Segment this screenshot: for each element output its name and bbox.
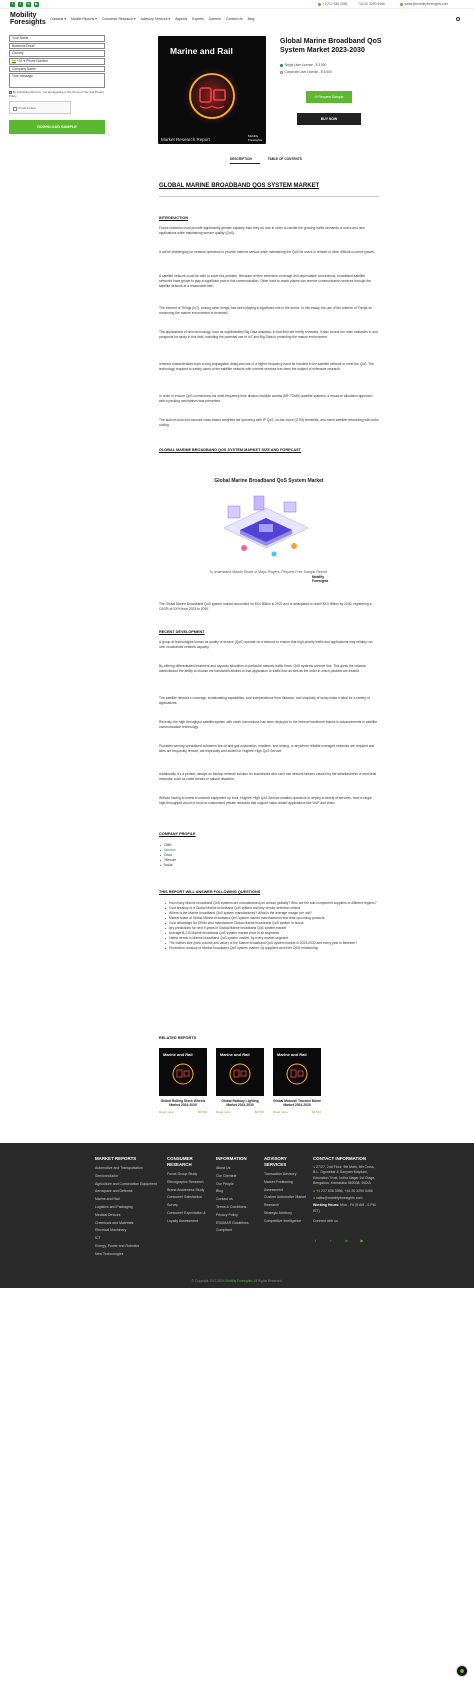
footer-heading: ADVISORY SERVICES: [264, 1156, 287, 1167]
copyright-prefix: © Copyright 2017-2024: [191, 1279, 225, 1283]
related-card[interactable]: [159, 1048, 207, 1114]
footer-link[interactable]: Marine and Rail: [95, 1197, 120, 1202]
related-price: $3,500: [254, 1109, 264, 1114]
country-field[interactable]: Country: [9, 50, 105, 57]
related-cover[interactable]: [159, 1048, 207, 1096]
consent-row[interactable]: [9, 90, 105, 98]
cover-footer: Market Research Report: [161, 137, 211, 142]
cover-title: Marine and Rail: [170, 46, 233, 56]
captcha-box[interactable]: [9, 101, 71, 114]
related-name[interactable]: Global Rolling Stock Wheels Market 2024-2030: [160, 1099, 206, 1108]
nav-consumer-research[interactable]: Consumer Research ▾: [101, 17, 136, 21]
footer-market-reports: [95, 1156, 157, 1259]
twitter-icon[interactable]: t: [330, 1238, 332, 1244]
isometric-illustration: [214, 488, 318, 568]
related-cover[interactable]: [216, 1048, 264, 1096]
train-ship-icon: [228, 1062, 252, 1086]
footer-heading: CONSUMER RESEARCH: [167, 1156, 193, 1167]
youtube-icon[interactable]: ▶: [35, 2, 38, 6]
logo-line1: Mobility: [10, 12, 37, 19]
related-read-more[interactable]: Read more: [273, 1109, 288, 1114]
footer-advisory-services: [264, 1156, 308, 1226]
figure-logo-line1: Mobility: [312, 575, 325, 579]
related-cover-title: Marine and Rail: [163, 1052, 193, 1057]
related-read-more[interactable]: Read more: [159, 1109, 174, 1114]
list-item: Production breakup of Marine broadband QoS system market, by suppliers and their OEM relationship: [164, 946, 379, 951]
footer-heading: MARKET REPORTS: [95, 1156, 137, 1161]
footer-link[interactable]: Contact us: [216, 1197, 233, 1202]
recent-paragraph-7: Without having to invest in network equipment up front, Hughes' High QoS Service enables operators to deploy a variety of services, from a single high-throughput circuit or trunk to customised private networks that support value-added applications like VoIP and video.: [159, 796, 372, 805]
email-text: sales@mobilityforesights.com: [404, 2, 449, 6]
footer-link[interactable]: Energy, Power and Robotics: [95, 1243, 140, 1248]
footer-link[interactable]: Logistics and Packaging: [95, 1204, 133, 1209]
consent-text: By submitting this form, you are agreeing to the Terms of Use and Privacy Policy.: [9, 90, 104, 99]
cover-logo: [248, 135, 262, 142]
related-name[interactable]: Global Motorail Traction Motor Market 2024-2030: [273, 1099, 321, 1108]
related-read-more[interactable]: Read more: [216, 1109, 231, 1114]
related-meta: [273, 1110, 321, 1114]
chat-widget-button[interactable]: [456, 1665, 468, 1677]
phone-placeholder: Phone Number: [26, 59, 49, 64]
footer-link[interactable]: Competitive Intelligence: [264, 1218, 302, 1223]
phone-us[interactable]: [318, 2, 347, 7]
size-paragraph: The Global Marine Broadband QoS system market accounted for $XX Billion in 2022 and is anticipated to reach $XX Billion by 2030, registering a CAGR of XX% from 2023 to 2030.: [159, 602, 372, 611]
related-card[interactable]: [216, 1048, 264, 1114]
license-single[interactable]: [280, 63, 326, 67]
list-item: Average B-2-B Marine broadband QoS system market price in all segments: [164, 931, 379, 936]
facebook-icon[interactable]: f: [10, 2, 15, 7]
youtube-icon[interactable]: ▶: [360, 1238, 364, 1244]
related-meta: [216, 1110, 264, 1114]
logo[interactable]: [10, 12, 46, 26]
nav-experts[interactable]: Experts: [192, 17, 204, 21]
license-corporate-text: Corporate User License - $ 6,500: [284, 70, 332, 74]
copyright-brand[interactable]: Mobility Foresights: [225, 1279, 252, 1283]
email-link[interactable]: [400, 2, 448, 7]
train-ship-icon: [285, 1062, 309, 1086]
footer-hours-label: Working Hours:: [313, 1203, 340, 1208]
footer-link[interactable]: Terms & Conditions: [216, 1204, 247, 1209]
list-item: Latest trends in Marine broadband QoS system market, by every market segment: [164, 936, 379, 941]
mail-icon: ●: [313, 1196, 317, 1201]
list-item: The market size (both volume and value) of the Marine broadband QoS system market in 2023-2030 and every year in between?: [164, 941, 379, 946]
tab-description[interactable]: DESCRIPTION: [230, 157, 252, 161]
site-footer: [0, 1143, 474, 1288]
list-item: key predictions for next 5 years in Global Marine broadband QoS system market: [164, 926, 379, 931]
intro-paragraph-6: Inherent characteristics such a long propagation delay and use of a higher frequency band be handled in the satellite network to meet the QoS. The technology required to satisfy users of the satellite network with Internet services has been the subject of extensive research.: [159, 362, 374, 371]
figure-logo: [312, 576, 328, 583]
copyright-suffix: . All Rights Reserved.: [252, 1279, 283, 1283]
footer-contact: [313, 1156, 379, 1247]
nav-advisory-services[interactable]: Advisory Services ▾: [140, 17, 171, 21]
footer-information: [216, 1156, 260, 1235]
train-ship-icon: [182, 66, 242, 126]
recent-paragraph-2: By offering differentiated treatment and capacity allocation to particular network traffic flows, QoS systems achieve this. This gives the network administrator the ability to choose the bandwidth allotted to that application or traffic flow as well as the order in which packets are treated.: [159, 664, 367, 673]
product-title: Global Marine Broadband QoS System Market 2023-2030: [280, 38, 382, 54]
license-corporate[interactable]: [280, 70, 332, 74]
intro-paragraph-8: The authors took into account class-based weighted fair queueing with IP QoS, on-the-move (OTM) terminals, and mesh satellite networking with turbo coding.: [159, 418, 379, 427]
list-item[interactable]: Hondoo: [159, 848, 379, 853]
location-icon: ●: [313, 1165, 317, 1169]
copyright: [0, 1279, 474, 1283]
figure-logo-line2: Foresights: [312, 578, 329, 583]
phone-us-text: +1 217 636 3356: [322, 2, 348, 6]
message-field[interactable]: Your message: [9, 73, 105, 88]
list-item: Where is the Marine broadband QoS system manufactured? What is the average margin per unit?: [164, 911, 379, 916]
download-sample-button[interactable]: DOWNLOAD SAMPLE: [9, 120, 105, 134]
license-single-text: Single User License - $ 3,500: [284, 63, 327, 67]
footer-link[interactable]: Strategic Advisory: [264, 1210, 293, 1215]
license-corporate-radio[interactable]: [280, 71, 283, 74]
footer-link[interactable]: Privacy Policy: [216, 1212, 238, 1217]
footer-address: [313, 1165, 379, 1187]
sample-form: [9, 35, 105, 134]
footer-phones-text: +1 217 636 3356, +44 20 3290 6466: [316, 1188, 373, 1193]
nav-contact-us[interactable]: Contact Us: [225, 17, 243, 21]
main-heading: GLOBAL MARINE BROADBAND QOS SYSTEM MARKET: [159, 183, 320, 189]
intro-paragraph-5: The applications of new technology, such as sophisticated Big Data analytics, in that field are briefly reviewed. It also covers the main obstacles in and prospects for study in this field, including the potential use of IoT and Big Data in protecting the marine environment.: [159, 330, 378, 339]
facebook-icon[interactable]: f: [314, 1238, 317, 1244]
footer-heading: CONTACT INFORMATION: [313, 1156, 367, 1161]
intro-paragraph-1: Future networks must provide significantly greater capacity than they do now in order to handle the growing traffic demands of users and new applications while maintaining service quality (QoS).: [159, 226, 365, 235]
email-field[interactable]: Business Email: [9, 43, 105, 50]
company-field[interactable]: Company Name: [9, 66, 105, 73]
footer-link[interactable]: Blog: [216, 1189, 224, 1194]
nav-blog[interactable]: Blog: [247, 17, 255, 21]
list-item: Cost breakup of a Global Marine broadband QoS system and key vendor selection criteria: [164, 906, 379, 911]
buy-now-button[interactable]: BUY NOW: [297, 113, 361, 125]
figure-caption[interactable]: To understand Market Share of Major Players, Request Free Sample Report: [209, 570, 327, 574]
request-sample-button[interactable]: ✉ Request Sample: [306, 91, 352, 103]
questions-list: [164, 901, 379, 951]
twitter-icon[interactable]: t: [18, 2, 23, 7]
related-heading: RELATED REPORTS: [159, 1036, 197, 1040]
phone-icon: ●: [313, 1188, 317, 1193]
footer-social: [313, 1229, 379, 1247]
footer-link[interactable]: Medical Devices: [95, 1212, 121, 1217]
list-item: Telecom: [159, 858, 379, 863]
intro-paragraph-4: The Internet of Things (IoT), among other things, has been playing a significant role in the sector. In this essay, the use of the Internet of Things for monitoring the marine environment is reviewed.: [159, 306, 373, 315]
footer-hours-text: Mon - Fri (9 AM - 6 PM IST): [313, 1203, 376, 1213]
footer-link[interactable]: Ethnographic Research: [167, 1179, 204, 1184]
footer-link[interactable]: Consumer Satisfaction Survey: [167, 1195, 203, 1208]
cover-logo-line2: Foresights: [247, 137, 262, 142]
footer-heading: INFORMATION: [216, 1156, 247, 1161]
footer-link[interactable]: Automotive and Transportation: [95, 1166, 143, 1170]
linkedin-icon[interactable]: in: [344, 1238, 348, 1244]
related-cover[interactable]: [273, 1048, 321, 1096]
footer-link[interactable]: Electrical Machinery: [95, 1228, 127, 1233]
tab-table-of-contents[interactable]: TABLE OF CONTENTS: [267, 157, 302, 161]
name-field[interactable]: Your Name: [9, 35, 105, 42]
top-bar: [0, 0, 474, 9]
footer-connect-label: Connect with us: [313, 1219, 338, 1224]
license-single-radio[interactable]: [280, 64, 283, 67]
footer-link[interactable]: Aerospace and Defense: [95, 1189, 133, 1194]
recent-heading: RECENT DEVELOPMENT: [159, 630, 205, 634]
footer-link[interactable]: ICT: [95, 1236, 101, 1241]
related-name[interactable]: Global Railway Lighting Market 2024-2030: [221, 1099, 259, 1108]
company-heading: COMPANY PROFILE: [159, 832, 196, 836]
footer-link[interactable]: ESOMAR Guidelines Compliant: [216, 1220, 249, 1233]
active-tab-indicator: [230, 163, 260, 164]
cover-logo-line1: Mobility: [247, 134, 259, 138]
chat-icon: [460, 1669, 464, 1673]
related-price: $3,500: [197, 1109, 207, 1114]
report-tabs: [230, 157, 302, 161]
footer-link[interactable]: Focus Group Study: [167, 1172, 198, 1176]
related-meta: [159, 1110, 207, 1114]
footer-address-text: 27/27, 2nd Floor, 9th Main, 6th Cross, B.L. Ogonekar & Sanyam Maydani, Education Trust, Indira Nagar 1st Stage, Bengaluru, Karnataka 560038, INDIA: [313, 1165, 376, 1186]
phone-icon: [318, 3, 321, 6]
footer-link[interactable]: Transaction Advisory: [264, 1172, 297, 1176]
figure-title: Global Marine Broadband QoS System Market: [214, 478, 324, 484]
company-list: [159, 843, 379, 868]
footer-link[interactable]: Consumer Expectation & Loyalty Assessment: [167, 1210, 206, 1223]
related-card[interactable]: [273, 1048, 321, 1114]
heading-divider: [159, 196, 379, 197]
list-item: Nokia: [159, 863, 379, 868]
related-cover-title: Marine and Rail: [277, 1052, 307, 1057]
footer-link[interactable]: Semiconductor: [95, 1173, 119, 1178]
phone-uk-text: +44 20 3290 6466: [358, 2, 385, 6]
logo-line2: Foresights: [10, 19, 46, 26]
size-heading: GLOBAL MARINE BROADBAND QOS SYSTEM MARKET SIZE AND FORECAST: [159, 448, 301, 452]
recent-paragraph-4: Recently, the high throughput satellite system with mesh connections has been deployed to the Internet backbone thanks to advancements in satellite communication technology.: [159, 720, 378, 729]
footer-link[interactable]: Brand Awareness Study: [167, 1187, 205, 1192]
footer-consumer-research: [167, 1156, 211, 1226]
intro-paragraph-2: It will be challenging for network operators to provide Internet service while maintaining the QoS for users in remote or other difficult-to-serve places.: [159, 250, 375, 254]
linkedin-icon[interactable]: in: [27, 2, 30, 6]
footer-link[interactable]: New Technologies: [95, 1251, 124, 1256]
footer-link[interactable]: Chemicals and Materials: [95, 1220, 134, 1225]
footer-link[interactable]: About Us: [216, 1166, 231, 1170]
list-item: OMIL: [159, 843, 379, 848]
report-cover-image: [158, 36, 266, 144]
phone-uk[interactable]: [358, 2, 385, 7]
footer-phones[interactable]: [313, 1189, 379, 1194]
list-item: Market share of Global Marine broadband QoS system market manufacturers and their upcoming products: [164, 916, 379, 921]
footer-email[interactable]: [313, 1196, 379, 1201]
related-price: $3,500: [311, 1109, 321, 1114]
nav-market-reports[interactable]: Market Reports ▾: [71, 17, 97, 21]
footer-link[interactable]: Market Positioning Assessment: [264, 1179, 293, 1192]
footer-link[interactable]: Our Clientele: [216, 1173, 237, 1178]
related-cover-title: Marine and Rail: [220, 1052, 250, 1057]
footer-link[interactable]: Custom Automotive Market Research: [264, 1195, 307, 1208]
search-icon[interactable]: [456, 17, 460, 21]
footer-link[interactable]: Our People: [216, 1181, 234, 1186]
footer-hours: [313, 1203, 379, 1214]
captcha-label: I'm not a robot: [17, 106, 36, 111]
nav-contacts[interactable]: Contacts ▾: [50, 17, 67, 21]
list-item: How many Marine broadband QoS systems are manufactured per annum globally? Who are the sub-component suppliers in different regions?: [164, 901, 379, 906]
intro-heading: INTRODUCTION: [159, 216, 189, 220]
train-ship-icon: [171, 1062, 195, 1086]
main-nav: [50, 17, 254, 21]
footer-email-text: sales@mobilityforesights.com: [316, 1196, 363, 1201]
recent-paragraph-5: Providers serving specialised industries like oil and gas exploration, maritime, and mining, or anywhere reliable managed networks are required and sites are frequently remote, are especially well-suited for Hughes' High QoS Service.: [159, 744, 375, 753]
nav-aspects[interactable]: Aspects: [175, 17, 188, 21]
footer-link[interactable]: Agriculture and Construction Equipment: [95, 1181, 157, 1186]
recent-paragraph-1: A group of technologies known as quality of service (QoS) operate on a network to ensure that high-priority traffic and applications may reliably run over constrained network capacity.: [159, 640, 373, 649]
phone-code: +91: [16, 59, 23, 64]
list-item: Cisco: [159, 853, 379, 858]
questions-heading: THIS REPORT WILL ANSWER FOLLOWING QUESTIONS: [159, 890, 261, 894]
nav-careers[interactable]: Careers: [208, 17, 221, 21]
recent-paragraph-6: Additionally, it's a perfect, always-on backup network solution for businesses who can't risk network failures caused by the steadfastness of terrestrial networks, such as cable breaks or natural disasters.: [159, 772, 377, 781]
mail-icon: [400, 3, 403, 6]
flag-icon: [12, 60, 16, 63]
intro-paragraph-7: In order to ensure QoS connections via multi-frequency time division multiple access (MF-TDMA) satellite systems, a resource allocation approach with a packing mechanism was presented.: [159, 394, 373, 403]
intro-paragraph-3: A satellite network could be able to solve this problem. Because of their extensive coverage and dependable connections, broadband satellite networks have grown to play a significant part in this communication. Other hard-to-reach places can receive communication services through the satellite network at a reasonable rate.: [159, 274, 372, 288]
site-header: [0, 9, 474, 29]
recent-paragraph-3: The satellite network's coverage, broadcasting capabilities, cost independence from distance, and simplicity of setup make it ideal for a variety of applications.: [159, 696, 370, 705]
captcha-checkbox[interactable]: [13, 107, 17, 111]
list-item: Cost advantage for OEMs who manufacture Global Marine broadband QoS system in-house: [164, 921, 379, 926]
phone-field[interactable]: +91 ▾ Phone Number: [9, 58, 105, 65]
